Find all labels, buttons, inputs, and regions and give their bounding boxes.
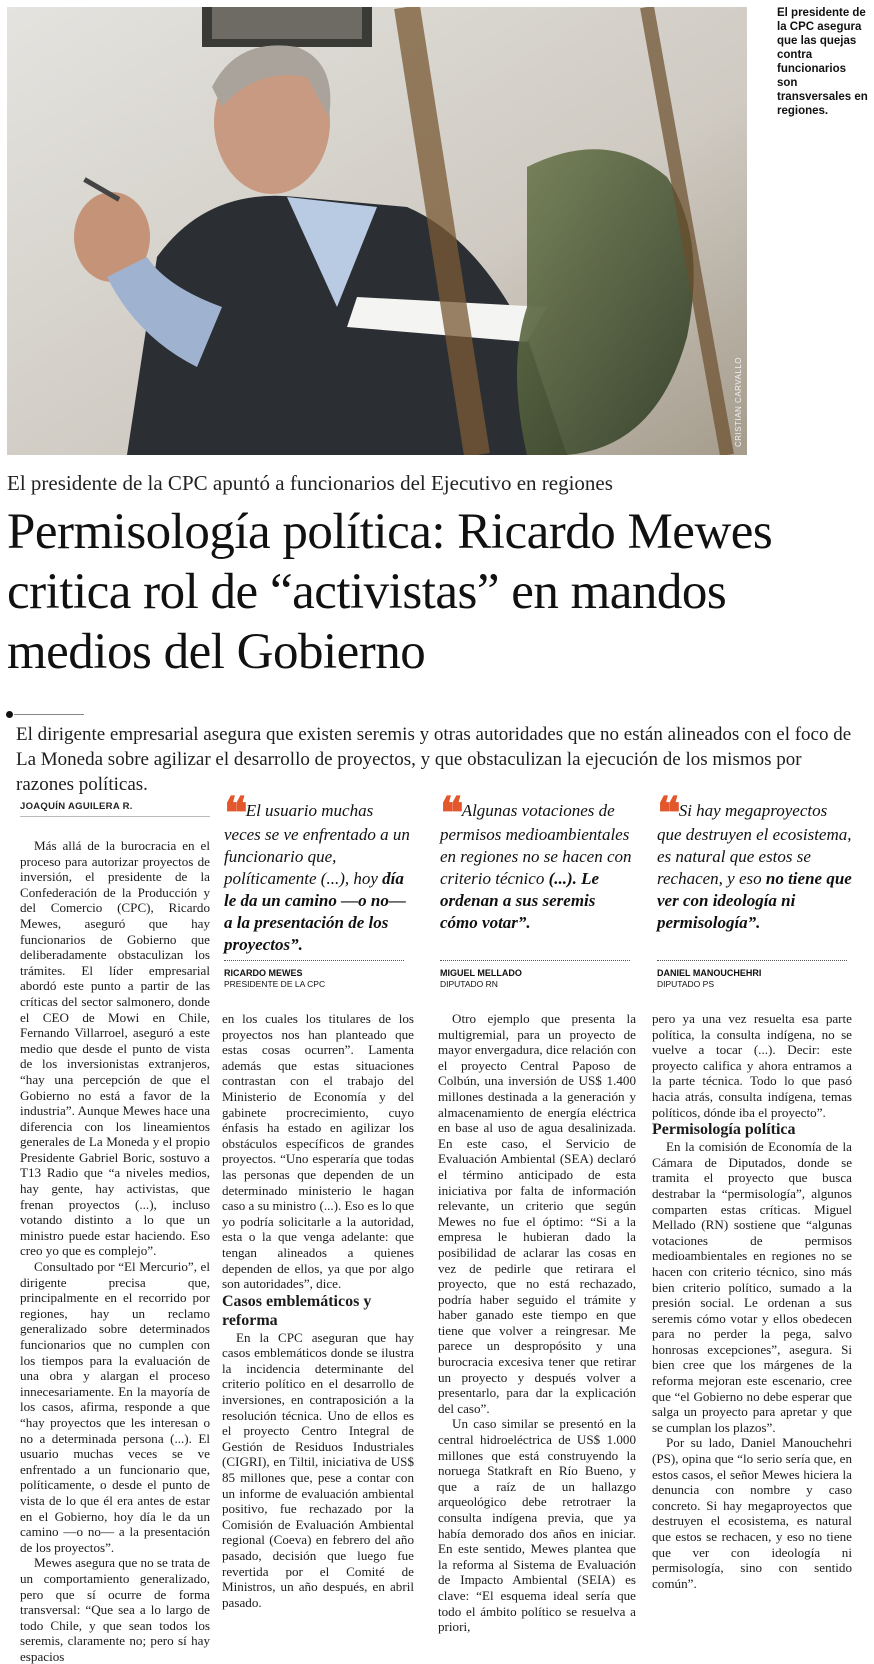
body-paragraph: Mewes asegura que no se trata de un comportamiento generalizado, pero que sí ocurre de forma transversal: “Que sea a lo largo de todo Chile, y que sean todos los seremis, claramente no; pero sí hay espacios bbox=[20, 1555, 210, 1664]
pull-quote-manouchehri bbox=[657, 788, 854, 934]
quote-text-bold: no tiene que ver con ideología ni permisología”. bbox=[657, 869, 852, 932]
article-headline: Permisología política: Ricardo Mewes critica rol de “activistas” en mandos medios del Gobierno bbox=[7, 504, 773, 680]
quote-divider bbox=[224, 960, 404, 961]
body-column-1 bbox=[20, 838, 210, 1664]
quote-mark-icon: ❝ bbox=[440, 788, 458, 839]
body-paragraph: En la comisión de Economía de la Cámara de Diputados, donde se tramita el proyecto que busca destrabar la “permisología”, algunos comparten estas críticas. Miguel Mellado (RN) sostiene que “algunas votaciones de permisos medioambientales en regiones no se hacen con criterio técnico, sino más bien criterio político, sumado a la presión social. Le ordenan a sus seremis cómo votar y ellos obedecen para no perder la pega, salvo honrosas excepciones”, asegura. Si bien cree que los márgenes de la reforma mejoran este escenario, cree que “el Gobierno no debe esperar que salga un proyecto para apretar y que se cumplan los plazos”. bbox=[652, 1139, 852, 1435]
body-column-2 bbox=[222, 1011, 414, 1610]
quote-text: El usuario muchas veces se ve enfrentado a un funcionario que, políticamente (...), hoy bbox=[224, 801, 410, 888]
section-subhead: Casos emblemáticos y reforma bbox=[222, 1292, 372, 1329]
body-paragraph: pero ya una vez resuelta esa parte política, la consulta indígena, no se vuelve a tocar (...). Decir: este proyecto califica y ahora entramos a la parte técnica. Todo lo que pasó hacia atrás, consulta indígena, temas políticos, dónde iba el proyecto”. bbox=[652, 1011, 852, 1120]
quote-text-bold: día le da un camino —o no— a la presentación de los proyectos”. bbox=[224, 869, 406, 954]
body-paragraph: En la CPC aseguran que hay casos emblemáticos donde se ilustra la incidencia determinante del criterio político en el desarrollo de inversiones, en contraposición a la resolución técnica. Uno de ellos es el proyecto Centro Integral de Gestión de Residuos Industriales (CIGRI), en Tiltil, iniciativa de US$ 85 millones que, pese a contar con un informe de evaluación ambiental positivo, fue rechazado por la Comisión de Evaluación Ambiental regional (Coeva) en febrero del año pasado, decisión que luego fue revertida por el Comité de Ministros, un año después, en abril pasado. bbox=[222, 1329, 414, 1610]
quote-author-name: DANIEL MANOUCHEHRI bbox=[657, 968, 762, 978]
body-paragraph: Por su lado, Daniel Manouchehri (PS), opina que “lo serio sería que, en estos casos, el señor Mewes hiciera la denuncia con nombre y caso concreto. Si hay megaproyectos que destruyen el ecosistema, es natural que estos se rechacen, y eso no tiene que ver con ideología ni permisología, sino con sentido común”. bbox=[652, 1435, 852, 1591]
pull-quote-mewes bbox=[224, 788, 414, 956]
quote-author-role: PRESIDENTE DE LA CPC bbox=[224, 979, 326, 989]
quote-author-role: DIPUTADO RN bbox=[440, 979, 498, 989]
quote-divider bbox=[440, 960, 630, 961]
quote-author-name: MIGUEL MELLADO bbox=[440, 968, 522, 978]
photo-credit: CRISTIAN CARVALLO bbox=[734, 356, 743, 447]
quote-text-bold: (...). Le ordenan a sus seremis cómo votar”. bbox=[440, 869, 600, 932]
section-subhead: Permisología política bbox=[652, 1121, 796, 1139]
article-kicker: El presidente de la CPC apuntó a funcionarios del Ejecutivo en regiones bbox=[7, 471, 613, 495]
divider-line bbox=[14, 714, 84, 715]
photo-illustration bbox=[7, 7, 747, 455]
quote-mark-icon: ❝ bbox=[657, 788, 675, 839]
quote-text: Algunas votaciones de permisos medioambientales en regiones no se hacen con criterio técnico bbox=[440, 801, 632, 888]
photo-caption: El presidente de la CPC asegura que las quejas contra funcionarios son transversales en regiones. bbox=[777, 7, 868, 117]
quote-author-role: DIPUTADO PS bbox=[657, 979, 714, 989]
article-photo bbox=[7, 7, 747, 455]
quote-mark-icon: ❝ bbox=[224, 788, 242, 839]
body-paragraph: en los cuales los titulares de los proyectos nos han planteado que estas cosas ocurren”. Lamenta además que estas situaciones contrastan con el trabajo del Ministerio de Economía y del gabinete procrecimiento, cuyo énfasis ha estado en agilizar los obstáculos específicos de grandes proyectos. “Uno esperaría que todas las personas que dependen de un determinado ministerio le hagan caso a su ministro (...). Eso es lo que yo podría solicitarle a la autoridad, esta o la que venga adelante: que tengan alineados a quienes dependen de ellos, ya que por algo son autoridades”, dice. bbox=[222, 1011, 415, 1292]
quote-author-name: RICARDO MEWES bbox=[224, 968, 303, 978]
article-byline: JOAQUÍN AGUILERA R. bbox=[20, 801, 133, 812]
quote-text: Si hay megaproyectos que destruyen el ecosistema, es natural que estos se rechacen, y eso bbox=[657, 801, 852, 888]
body-column-3 bbox=[438, 1011, 636, 1635]
divider-dot bbox=[6, 711, 13, 718]
body-paragraph: Un caso similar se presentó en la central hidroeléctrica de US$ 1.000 millones que está construyendo la noruega Statkraft en Río Bueno, y que a raíz de un hallazgo arqueológico debe retrotraer la consulta indígena previa, que ya había demorado dos años en iniciar. En este sentido, Mewes plantea que la reforma al Sistema de Evaluación de Impacto Ambiental (SEIA) es clave: “El esquema ideal sería que todo el ámbito político se resuelva a priori, bbox=[438, 1416, 636, 1635]
body-paragraph: Consultado por “El Mercurio”, el dirigente precisa que, principalmente en el recorrido por regiones, hay un reclamo generalizado sobre determinados funcionarios que no cumplen con los tiempos para la evaluación de una obra y alargan el proceso innecesariamente. En la mayoría de los casos, afirma, responde a que “hay proyectos que les interesan o no a determinada persona (...). El usuario muchas veces se ve enfrentado a un funcionario que, políticamente, o desde el punto de vista de lo que él era antes de estar en el Gobierno, hoy día le da un camino —o no— a la presentación de los proyectos”. bbox=[20, 1259, 210, 1555]
article-deck: El dirigente empresarial asegura que existen seremis y otras autoridades que no están alineados con el foco de La Moneda sobre agilizar el desarrollo de proyectos, y que obstaculizan la ejecución de los mismos por razones políticas. bbox=[16, 724, 852, 795]
pull-quote-mellado bbox=[440, 788, 635, 934]
body-paragraph: Otro ejemplo que presenta la multigremial, para un proyecto de mayor envergadura, dice relación con el proyecto Central Paposo de Colbún, una inversión de US$ 1.400 millones destinada a la generación y almacenamiento de energía eléctrica en base al uso de agua desalinizada. En este caso, el Servicio de Evaluación Ambiental (SEA) declaró el término anticipado de esta iniciativa por falta de información relevante, un criterio que según Mewes no fue el óptimo: “Si a la empresa le hubieran dado la posibilidad de aclarar las cosas en vez de pedirle que retirara el proyecto, que no está rechazado, podría haber seguido el trámite y haber ganado este tiempo en que tiene que volver a reingresar. Me parece un despropósito y una burocracia excesiva tener que retirar un proyecto y después volver a presentarlo, para dar la explicación del caso”. bbox=[438, 1011, 636, 1416]
body-paragraph: Más allá de la burocracia en el proceso para autorizar proyectos de inversión, el presidente de la Confederación de la Producción y del Comercio (CPC), Ricardo Mewes, aseguró que hay funcionarios de Gobierno que deliberadamente obstaculizan los trámites. El líder empresarial abordó este punto a partir de las críticas del sector salmonero, donde el CEO de Mowi en Chile, Fernando Villarroel, aseguró a este medio que desde el punto de vista de los inversionistas extranjeros, “hay una percepción de que el Gobierno no está a favor de la industria”. Aunque Mewes hace una diferencia con los lineamientos generales de La Moneda y el propio Presidente Gabriel Boric, sostuvo a T13 Radio que “a niveles medios, hay gente, hay activistas, que frenan proyectos (...), incluso votando distinto a lo que un ministro puede estar haciendo. Eso creo yo que es complejo”. bbox=[20, 838, 210, 1259]
quote-divider bbox=[657, 960, 847, 961]
body-column-4 bbox=[652, 1011, 852, 1591]
byline-divider bbox=[20, 816, 210, 817]
